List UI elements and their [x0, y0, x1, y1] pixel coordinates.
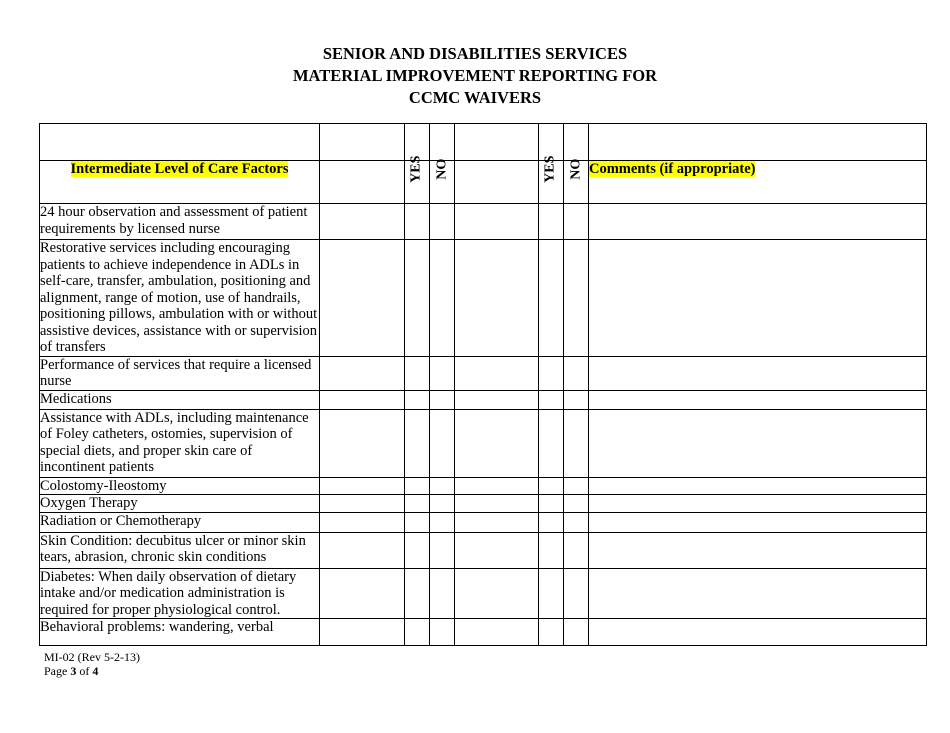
page-word: Page — [44, 664, 68, 678]
no-checkbox-cell[interactable] — [430, 495, 455, 513]
title-line-1: SENIOR AND DISABILITIES SERVICES — [322, 44, 628, 63]
no-checkbox-cell[interactable] — [564, 477, 589, 495]
yes-checkbox-cell[interactable] — [539, 512, 564, 532]
no-checkbox-cell[interactable] — [430, 512, 455, 532]
no-checkbox-cell[interactable] — [430, 356, 455, 390]
no-checkbox-cell[interactable] — [430, 204, 455, 240]
comments-cell[interactable] — [589, 356, 927, 390]
no-checkbox-cell[interactable] — [430, 568, 455, 619]
comments-cell[interactable] — [589, 568, 927, 619]
page-current: 3 — [70, 664, 77, 678]
comments-cell[interactable] — [589, 204, 927, 240]
no-checkbox-cell[interactable] — [564, 532, 589, 568]
factor-label: Restorative services including encouraging patients to achieve independence in ADLs in self-care, transfer, ambulation, positioning and alignment, range of motion, use of handrails, positioning pillows, ambulation with or without assistive devices, assistance with or supervision of transfers — [40, 240, 320, 357]
table-row — [40, 409, 927, 477]
care-factors-table — [39, 123, 927, 646]
no-label: NO — [433, 158, 449, 180]
comments-cell[interactable] — [589, 512, 927, 532]
document-title — [0, 43, 950, 109]
comments-cell[interactable] — [589, 477, 927, 495]
comments-cell[interactable] — [589, 390, 927, 409]
factor-label: Colostomy-Ileostomy — [40, 477, 320, 495]
no-checkbox-cell[interactable] — [430, 477, 455, 495]
yes-checkbox-cell[interactable] — [405, 619, 430, 646]
yes-header-cell-1 — [405, 155, 430, 204]
table-row — [40, 240, 927, 357]
comments-cell[interactable] — [589, 495, 927, 513]
entry-cell[interactable] — [455, 390, 539, 409]
yes-label: YES — [542, 155, 558, 183]
entry-cell[interactable] — [455, 512, 539, 532]
no-label: NO — [567, 158, 583, 180]
entry-cell[interactable] — [320, 619, 405, 646]
table-row — [40, 512, 927, 532]
comments-cell[interactable] — [589, 619, 927, 646]
page-number — [44, 664, 140, 678]
yes-checkbox-cell[interactable] — [405, 532, 430, 568]
no-header-cell-1 — [430, 158, 455, 204]
table-row — [40, 477, 927, 495]
yes-checkbox-cell[interactable] — [539, 532, 564, 568]
table-row — [40, 568, 927, 619]
no-checkbox-cell[interactable] — [430, 240, 455, 357]
entry-cell[interactable] — [455, 532, 539, 568]
yes-checkbox-cell[interactable] — [405, 568, 430, 619]
yes-checkbox-cell[interactable] — [539, 619, 564, 646]
no-checkbox-cell[interactable] — [564, 204, 589, 240]
entry-cell[interactable] — [320, 356, 405, 390]
entry-cell[interactable] — [320, 568, 405, 619]
blank-top-row — [40, 124, 927, 161]
yes-checkbox-cell[interactable] — [405, 356, 430, 390]
factor-label: 24 hour observation and assessment of patient requirements by licensed nurse — [40, 204, 320, 240]
yes-label: YES — [408, 155, 424, 183]
no-checkbox-cell[interactable] — [564, 390, 589, 409]
factors-header-cell — [40, 161, 320, 204]
blank-cell[interactable] — [40, 124, 320, 161]
yes-checkbox-cell[interactable] — [539, 409, 564, 477]
title-line-2: MATERIAL IMPROVEMENT REPORTING FOR — [292, 66, 658, 85]
entry-cell[interactable] — [455, 204, 539, 240]
table-row — [40, 390, 927, 409]
yes-checkbox-cell[interactable] — [539, 495, 564, 513]
factors-header: Intermediate Level of Care Factors — [70, 161, 289, 177]
yes-checkbox-cell[interactable] — [405, 204, 430, 240]
entry-cell[interactable] — [455, 477, 539, 495]
entry-cell[interactable] — [320, 409, 405, 477]
entry-cell[interactable] — [320, 477, 405, 495]
page-total: 4 — [92, 664, 99, 678]
yes-checkbox-cell[interactable] — [405, 477, 430, 495]
comments-cell[interactable] — [589, 240, 927, 357]
no-checkbox-cell[interactable] — [564, 495, 589, 513]
yes-checkbox-cell[interactable] — [405, 495, 430, 513]
no-checkbox-cell[interactable] — [430, 409, 455, 477]
blank-cell[interactable] — [430, 124, 455, 161]
yes-checkbox-cell[interactable] — [539, 204, 564, 240]
factor-label: Assistance with ADLs, including maintenance of Foley catheters, ostomies, supervision of special diets, and proper skin care of incontinent patients — [40, 409, 320, 477]
header-row — [40, 161, 927, 204]
title-line-3: CCMC WAIVERS — [408, 88, 542, 107]
blank-cell[interactable] — [589, 124, 927, 161]
no-checkbox-cell[interactable] — [564, 512, 589, 532]
table-row — [40, 532, 927, 568]
yes-checkbox-cell[interactable] — [539, 477, 564, 495]
form-code: MI-02 (Rev 5-2-13) — [44, 650, 140, 664]
blank-cell[interactable] — [564, 124, 589, 161]
page-of: of — [79, 664, 90, 678]
entry-cell[interactable] — [455, 356, 539, 390]
no-header-cell-2 — [564, 158, 589, 204]
blank-cell[interactable] — [455, 124, 539, 161]
table-row — [40, 495, 927, 513]
no-checkbox-cell[interactable] — [430, 619, 455, 646]
comments-header: Comments (if appropriate) — [589, 161, 756, 177]
yes-header-cell-2 — [539, 155, 564, 204]
entry-cell[interactable] — [320, 390, 405, 409]
yes-checkbox-cell[interactable] — [539, 568, 564, 619]
no-checkbox-cell[interactable] — [564, 568, 589, 619]
yes-checkbox-cell[interactable] — [405, 409, 430, 477]
entry-cell[interactable] — [320, 512, 405, 532]
no-checkbox-cell[interactable] — [564, 409, 589, 477]
entry-cell[interactable] — [455, 495, 539, 513]
factor-label: Performance of services that require a licensed nurse — [40, 356, 320, 390]
factor-label: Behavioral problems: wandering, verbal — [40, 619, 320, 646]
factor-label: Oxygen Therapy — [40, 495, 320, 513]
yes-checkbox-cell[interactable] — [405, 240, 430, 357]
entry-cell[interactable] — [320, 495, 405, 513]
page-footer — [44, 650, 140, 678]
entry-cell[interactable] — [320, 204, 405, 240]
factor-label: Diabetes: When daily observation of dietary intake and/or medication administration is required for proper physiological control. — [40, 568, 320, 619]
factor-label: Medications — [40, 390, 320, 409]
entry-cell[interactable] — [455, 409, 539, 477]
no-checkbox-cell[interactable] — [564, 619, 589, 646]
yes-checkbox-cell[interactable] — [405, 512, 430, 532]
entry-cell[interactable] — [455, 568, 539, 619]
table-row — [40, 356, 927, 390]
yes-checkbox-cell[interactable] — [539, 356, 564, 390]
table-row — [40, 619, 927, 646]
no-checkbox-cell[interactable] — [430, 390, 455, 409]
table-row — [40, 204, 927, 240]
comments-cell[interactable] — [589, 532, 927, 568]
blank-cell — [455, 161, 539, 204]
no-checkbox-cell[interactable] — [430, 532, 455, 568]
comments-header-cell — [589, 161, 927, 204]
factor-label: Radiation or Chemotherapy — [40, 512, 320, 532]
entry-cell[interactable] — [455, 240, 539, 357]
comments-cell[interactable] — [589, 409, 927, 477]
entry-cell[interactable] — [455, 619, 539, 646]
factor-label: Skin Condition: decubitus ulcer or minor skin tears, abrasion, chronic skin conditions — [40, 532, 320, 568]
no-checkbox-cell[interactable] — [564, 356, 589, 390]
yes-checkbox-cell[interactable] — [539, 390, 564, 409]
no-checkbox-cell[interactable] — [564, 240, 589, 357]
blank-cell — [320, 161, 405, 204]
entry-cell[interactable] — [320, 240, 405, 357]
yes-checkbox-cell[interactable] — [405, 390, 430, 409]
entry-cell[interactable] — [320, 532, 405, 568]
blank-cell[interactable] — [320, 124, 405, 161]
yes-checkbox-cell[interactable] — [539, 240, 564, 357]
